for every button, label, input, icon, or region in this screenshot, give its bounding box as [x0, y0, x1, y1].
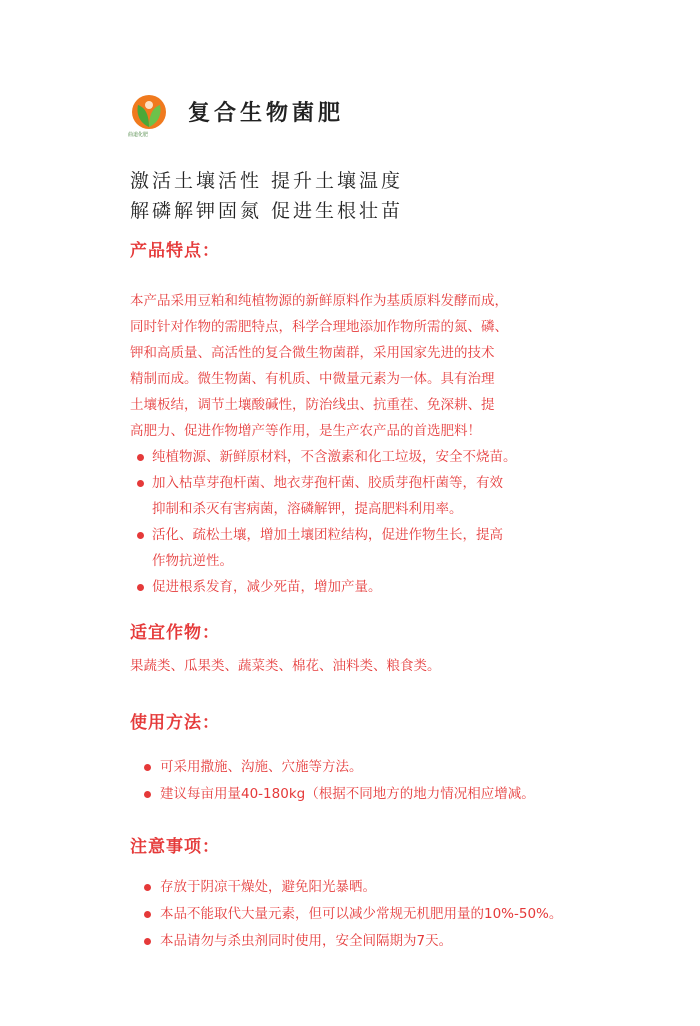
list-item: 可采用撒施、沟施、穴施等方法。 — [130, 754, 535, 781]
crops-text: 果蔬类、瓜果类、蔬菜类、棉花、油料类、粮食类。 — [130, 658, 441, 674]
page-title: 复合生物菌肥 — [188, 100, 345, 126]
bullet-dot-icon — [144, 911, 151, 918]
bullet-dot-icon — [144, 764, 151, 771]
crops-heading: 适宜作物： — [130, 623, 220, 643]
usage-heading: 使用方法： — [130, 713, 220, 733]
bullet-dot-icon — [137, 480, 144, 487]
header — [130, 88, 344, 148]
slogan-line: 解磷解钾固氮 促进生根壮苗 — [130, 200, 404, 222]
list-item: 促进根系发育，减少死苗，增加产量。 — [130, 574, 517, 600]
list-item: 本品不能取代大量元素，但可以减少常规无机肥用量的10%-50%。 — [130, 901, 562, 928]
bullet-dot-icon — [137, 532, 144, 539]
logo-text: 曲道化肥 — [128, 132, 149, 138]
bullet-dot-icon — [144, 938, 151, 945]
features-list — [130, 444, 517, 600]
leaf-logo-icon — [130, 93, 168, 131]
intro-line: 高肥力、促进作物增产等作用，是生产农产品的首选肥料！ — [130, 423, 481, 439]
list-item: 建议每亩用量40-180kg（根据不同地方的地力情况相应增减。 — [130, 781, 535, 808]
bullet-dot-icon — [144, 884, 151, 891]
list-item: 加入枯草芽孢杆菌、地衣芽孢杆菌、胶质芽孢杆菌等，有效 抑制和杀灭有害病菌，溶磷解钾，提高肥料利用率。 — [130, 470, 517, 522]
list-item: 存放于阴凉干燥处，避免阳光暴晒。 — [130, 874, 562, 901]
intro-line: 钾和高质量、高活性的复合微生物菌群，采用国家先进的技术 — [130, 345, 495, 361]
features-heading: 产品特点： — [130, 241, 220, 261]
intro-line: 本产品采用豆粕和纯植物源的新鲜原料作为基质原料发酵而成， — [130, 293, 508, 309]
list-item: 本品请勿与杀虫剂同时使用，安全间隔期为7天。 — [130, 928, 562, 955]
intro-line: 同时针对作物的需肥特点，科学合理地添加作物所需的氮、磷、 — [130, 319, 508, 335]
notes-heading: 注意事项： — [130, 837, 220, 857]
bullet-dot-icon — [144, 791, 151, 798]
notes-list — [130, 874, 562, 955]
usage-list — [130, 754, 535, 808]
list-item: 纯植物源、新鲜原材料，不含激素和化工垃圾，安全不烧苗。 — [130, 444, 517, 470]
list-item: 活化、疏松土壤，增加土壤团粒结构，促进作物生长，提高 作物抗逆性。 — [130, 522, 517, 574]
intro-line: 土壤板结，调节土壤酸碱性，防治线虫、抗重茬、免深耕、提 — [130, 397, 495, 413]
features-intro — [130, 288, 580, 444]
slogans — [130, 166, 403, 226]
intro-line: 精制而成。微生物菌、有机质、中微量元素为一体。具有治理 — [130, 371, 495, 387]
brand-logo — [130, 93, 168, 143]
slogan-line: 激活土壤活性 提升土壤温度 — [130, 170, 404, 192]
bullet-dot-icon — [137, 584, 144, 591]
bullet-dot-icon — [137, 454, 144, 461]
